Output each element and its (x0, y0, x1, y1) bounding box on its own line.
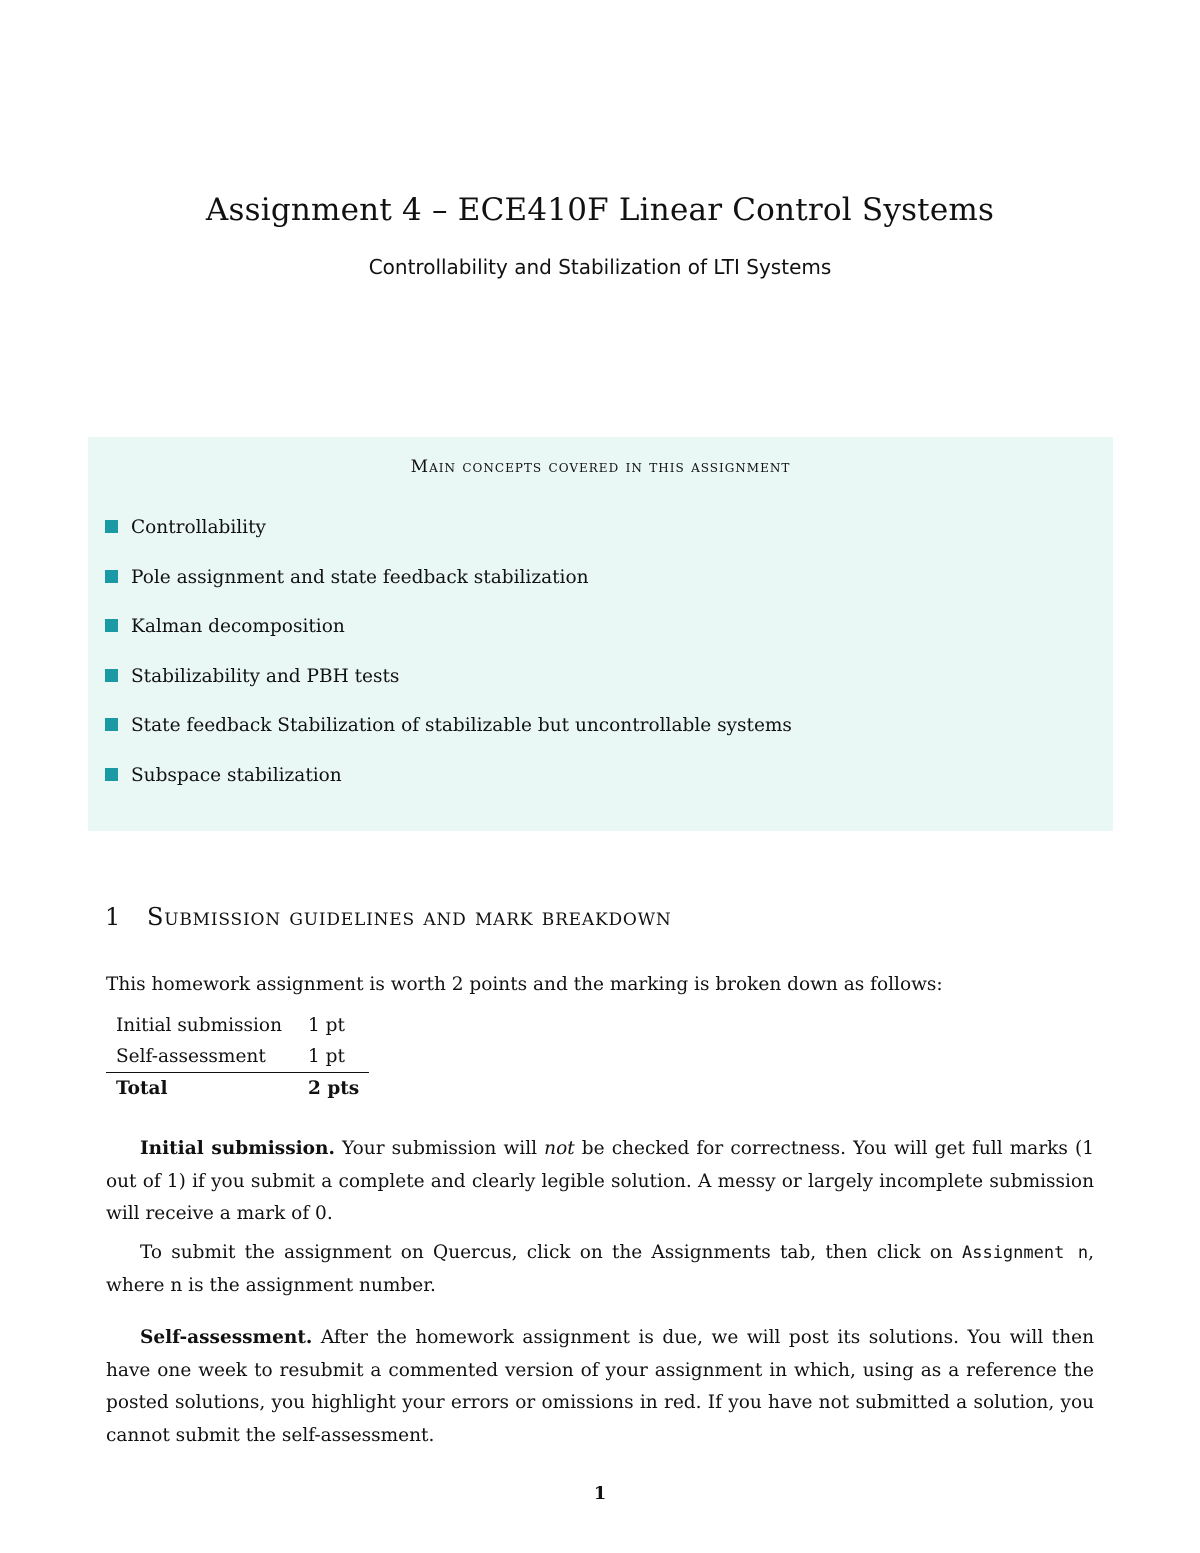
quercus-paragraph (106, 1237, 1094, 1302)
intro-paragraph: This homework assignment is worth 2 points and the marking is broken down as follows: (106, 974, 943, 995)
paragraph-text: be checked for correctness. You will get full marks (1 out of 1) if you submit a complete and clearly legible solution. A messy or largely incomplete submission will receive a mark of 0. (106, 1138, 1094, 1224)
table-cell-value: 1 pt (308, 1015, 345, 1036)
concept-item-text: State feedback Stabilization of stabilizable but uncontrollable systems (131, 715, 792, 736)
concept-item (105, 567, 589, 588)
paragraph-text: After the homework assignment is due, we will post its solutions. You will then have one week to resubmit a commented version of your assignment in which, using as a reference the posted solutions, you highlight your errors or omissions in red. If you have not submitted a solution, you cannot submit the self-assessment. (106, 1327, 1094, 1446)
concepts-box (88, 437, 1113, 831)
square-bullet-icon (105, 619, 118, 632)
section-number: 1 (105, 903, 121, 931)
square-bullet-icon (105, 768, 118, 781)
page-number: 1 (593, 1483, 607, 1504)
paragraph-text: To submit the assignment on Quercus, click on the Assignments tab, then click on (140, 1242, 962, 1263)
square-bullet-icon (105, 718, 118, 731)
document-subtitle: Controllability and Stabilization of LTI Systems (368, 255, 832, 279)
table-cell-label: Self-assessment (116, 1046, 266, 1067)
table-row (106, 1010, 369, 1041)
concept-item (105, 765, 342, 786)
self-assessment-paragraph (106, 1322, 1094, 1452)
concept-item-text: Pole assignment and state feedback stabilization (131, 567, 589, 588)
document-title: Assignment 4 – ECE410F Linear Control Systems (205, 192, 995, 228)
paragraph-lead: Self-assessment. (140, 1327, 313, 1348)
table-cell-label: Initial submission (116, 1015, 282, 1036)
paragraph-text: Your submission will (334, 1138, 545, 1159)
marks-table (106, 1010, 369, 1104)
concept-item (105, 715, 792, 736)
emphasis-text: not (544, 1138, 575, 1159)
concept-item-text: Kalman decomposition (131, 616, 345, 637)
table-total-row (106, 1073, 369, 1105)
initial-submission-paragraph (106, 1133, 1094, 1231)
code-text: Assignment n (961, 1243, 1089, 1263)
concept-item (105, 666, 399, 687)
table-total-value: 2 pts (298, 1073, 369, 1105)
paragraph-lead: Initial submission. (140, 1138, 335, 1159)
concept-item-text: Stabilizability and PBH tests (131, 666, 400, 687)
paragraph-text: , where n is the assignment number. (106, 1242, 1095, 1296)
square-bullet-icon (105, 570, 118, 583)
section-heading (105, 903, 672, 931)
square-bullet-icon (105, 669, 118, 682)
concept-item-text: Subspace stabilization (131, 765, 342, 786)
table-total-label: Total (106, 1073, 298, 1105)
concepts-heading: Main concepts covered in this assignment (410, 457, 791, 477)
concept-item (105, 616, 345, 637)
concept-item (105, 517, 266, 538)
concept-item-text: Controllability (131, 517, 266, 538)
square-bullet-icon (105, 520, 118, 533)
section-title: Submission guidelines and mark breakdown (147, 903, 672, 931)
table-row (106, 1041, 369, 1073)
table-cell-value: 1 pt (308, 1046, 345, 1067)
